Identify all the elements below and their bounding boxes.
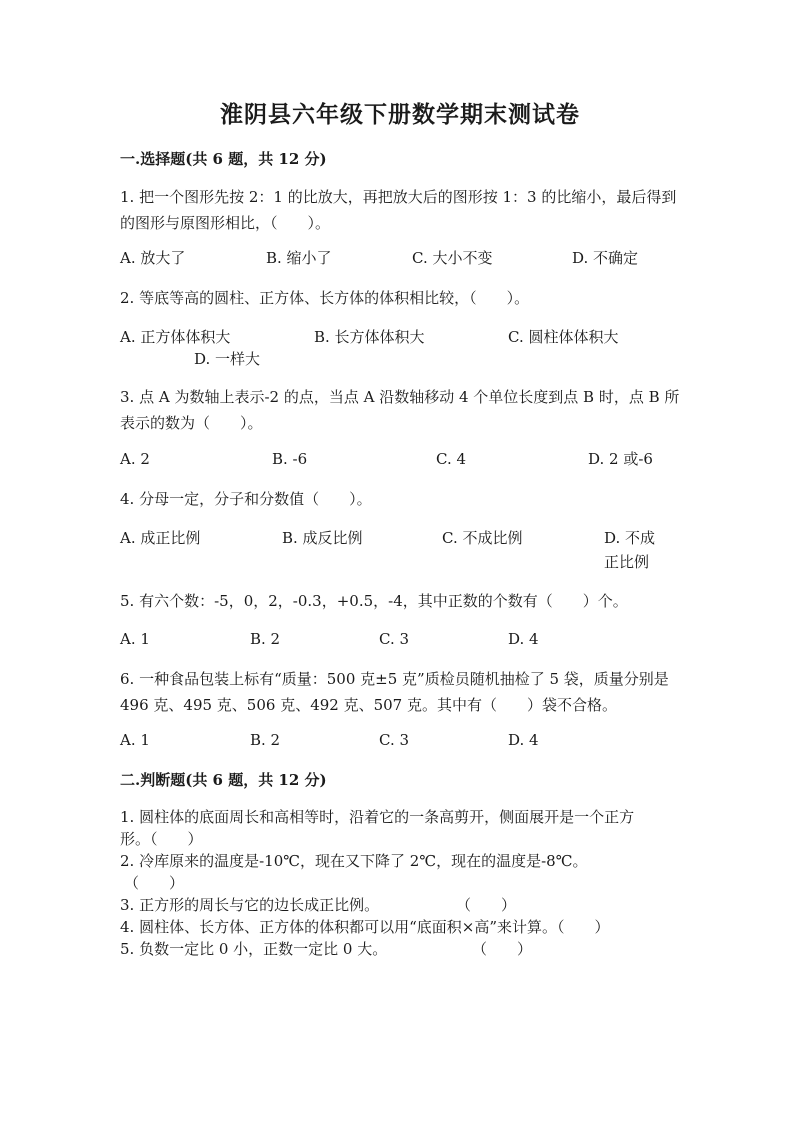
option-b: B. 2 (250, 630, 281, 648)
option-a: A. 放大了 (120, 249, 186, 267)
judge-item-5: 5. 负数一定比 0 小，正数一定比 0 大。 (120, 940, 388, 958)
option-c: C. 3 (379, 630, 410, 648)
judge-item-4: 4. 圆柱体、长方体、正方体的体积都可以用“底面积×高”来计算。（ ） (120, 918, 610, 936)
option-b: B. 2 (250, 731, 281, 749)
option-a: A. 成正比例 (120, 529, 201, 547)
option-b: B. 长方体体积大 (314, 328, 425, 346)
option-c: C. 不成比例 (442, 529, 523, 547)
option-b: B. 缩小了 (266, 249, 332, 267)
option-d: D. 不确定 (572, 249, 639, 267)
option-b: B. -6 (272, 450, 308, 468)
option-c: C. 4 (436, 450, 467, 468)
question-6: 6. 一种食品包装上标有“质量：500 克±5 克”质检员随机抽检了 5 袋，质量分别是 496 克、495 克、506 克、492 克、507 克。其中有（ ）袋不合格。 (120, 670, 669, 714)
question-4-options (120, 526, 680, 586)
judge-item-1: 1. 圆柱体的底面周长和高相等时，沿着它的一条高剪开，侧面展开是一个正方 (120, 808, 635, 826)
question-3: 3. 点 A 为数轴上表示-2 的点，当点 A 沿数轴移动 4 个单位长度到点 B 时，点 B 所表示的数为（ ）。 (120, 388, 680, 432)
option-a: A. 1 (120, 731, 150, 749)
judge-item-3: 3. 正方形的周长与它的边长成正比例。 (120, 896, 380, 914)
option-a: A. 1 (120, 630, 150, 648)
question-1: 1. 把一个图形先按 2：1 的比放大，再把放大后的图形按 1：3 的比缩小，最后得到的图形与原图形相比，（ ）。 (120, 188, 677, 232)
judge-item-1-cont: 形。（ ） (120, 830, 203, 848)
option-d: D. 一样大 (194, 350, 261, 368)
option-d: D. 4 (508, 630, 539, 648)
option-c: C. 3 (379, 731, 410, 749)
question-2: 2. 等底等高的圆柱、正方体、长方体的体积相比较，（ ）。 (120, 289, 530, 307)
judge-item-2-cont: （ ） (124, 874, 185, 892)
option-b: B. 成反比例 (282, 529, 363, 547)
option-d: D. 2 或-6 (588, 450, 653, 468)
question-4: 4. 分母一定，分子和分数值（ ）。 (120, 490, 372, 508)
judge-item-2: 2. 冷库原来的温度是-10℃，现在又下降了 2℃，现在的温度是-8℃。 (120, 852, 588, 870)
page-title: 淮阴县六年级下册数学期末测试卷 (220, 101, 580, 128)
option-c: C. 圆柱体体积大 (508, 328, 619, 346)
judge-item-5-blank: （ ） (472, 940, 533, 958)
option-d: D. 4 (508, 731, 539, 749)
option-d: D. 不成正比例 (604, 529, 656, 571)
option-a: A. 正方体体积大 (120, 328, 231, 346)
section-heading-choice: 一.选择题(共 6 题，共 12 分) (120, 150, 327, 168)
option-a: A. 2 (120, 450, 150, 468)
question-5: 5. 有六个数：-5，0，2，-0.3，+0.5，-4，其中正数的个数有（ ）个。 (120, 592, 628, 610)
question-2-options (120, 325, 680, 385)
section-heading-judge: 二.判断题(共 6 题，共 12 分) (120, 771, 327, 789)
judge-item-3-blank: （ ） (456, 896, 517, 914)
option-c: C. 大小不变 (412, 249, 493, 267)
